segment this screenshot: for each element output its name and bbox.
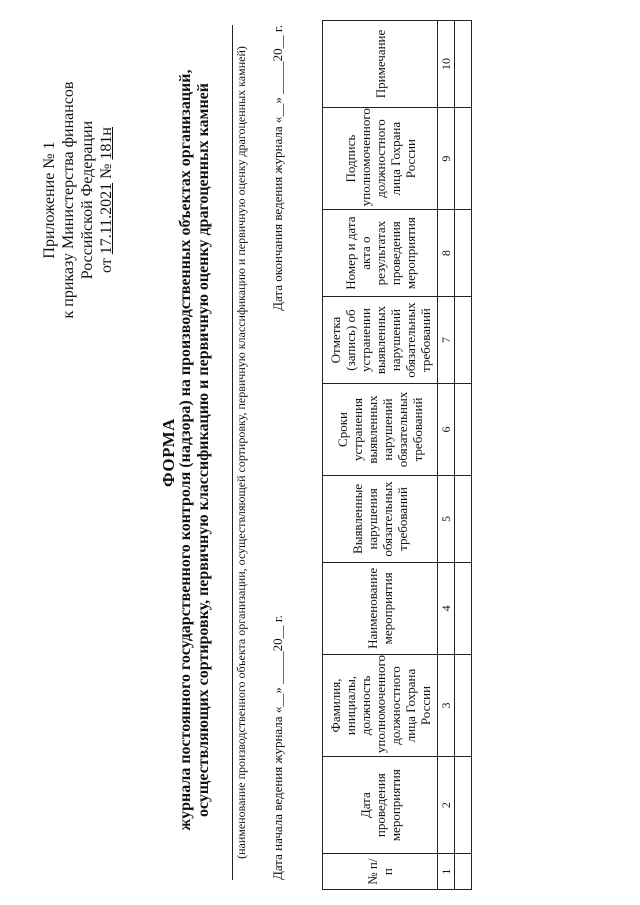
column-number: 2 [438,757,455,854]
appendix-block [40,35,116,365]
header-cell: Примечание [323,21,438,108]
table-cell [455,475,472,562]
header-cell: № п/п [323,854,438,890]
appendix-number: 181н [98,127,115,160]
table-header-row [323,21,438,890]
column-number: 10 [438,21,455,108]
table-cell [455,854,472,890]
header-cell: Отметка (запись) об устранении выявленных нарушений обязательных требований [323,297,438,384]
table-cell [455,562,472,654]
appendix-ministry: Российской Федерации [79,120,96,280]
form-title: ФОРМА [159,418,178,487]
header-cell: Сроки устранения выявленных нарушений обязательных требований [323,383,438,475]
appendix-number-prefix: № [98,163,115,179]
column-number: 5 [438,475,455,562]
table-cell [455,107,472,209]
column-number: 6 [438,383,455,475]
header-cell: Фамилия, инициалы, должность уполномоченного должностного лица Гохрана России [323,654,438,756]
table-cell [455,757,472,854]
column-number: 7 [438,297,455,384]
table-row [455,21,472,890]
column-number: 1 [438,854,455,890]
table-cell [455,210,472,297]
header-cell: Номер и дата акта о результатах проведения мероприятия [323,210,438,297]
column-number: 4 [438,562,455,654]
appendix-title: Приложение № 1 [41,141,58,259]
table-cell [455,654,472,756]
header-cell: Наименование мероприятия [323,562,438,654]
column-number: 3 [438,654,455,756]
header-cell: Дата проведения мероприятия [323,757,438,854]
form-subtitle: журнала постоянного государственного контроля (надзора) на производственных объектах организаций, осуществляющих сортировку, первичную классификацию и первичную оценку драгоценных камней [177,69,212,831]
appendix-order: к приказу Министерства финансов [60,81,77,319]
journal-start-date: Дата начала ведения журнала «__» _____20__ г. [270,615,285,880]
column-number: 9 [438,107,455,209]
table-cell [455,297,472,384]
org-name-line [232,25,233,880]
header-cell: Подпись уполномоченного должностного лица Гохрана России [323,107,438,209]
journal-table [322,20,472,890]
journal-end-date: Дата окончания ведения журнала «__» _____20__ г. [270,25,285,311]
org-name-caption: (наименование производственного объекта организации, осуществляющей сортировку, первичную классификацию и первичную оценку драгоценных камней) [234,46,248,859]
table-cell [455,21,472,108]
appendix-date-prefix: от [98,258,115,274]
appendix-date: 17.11.2021 [98,182,115,255]
header-cell: Выявленные нарушения обязательных требований [323,475,438,562]
column-number-row [438,21,455,890]
appendix-date-line [97,35,116,365]
table-cell [455,383,472,475]
column-number: 8 [438,210,455,297]
